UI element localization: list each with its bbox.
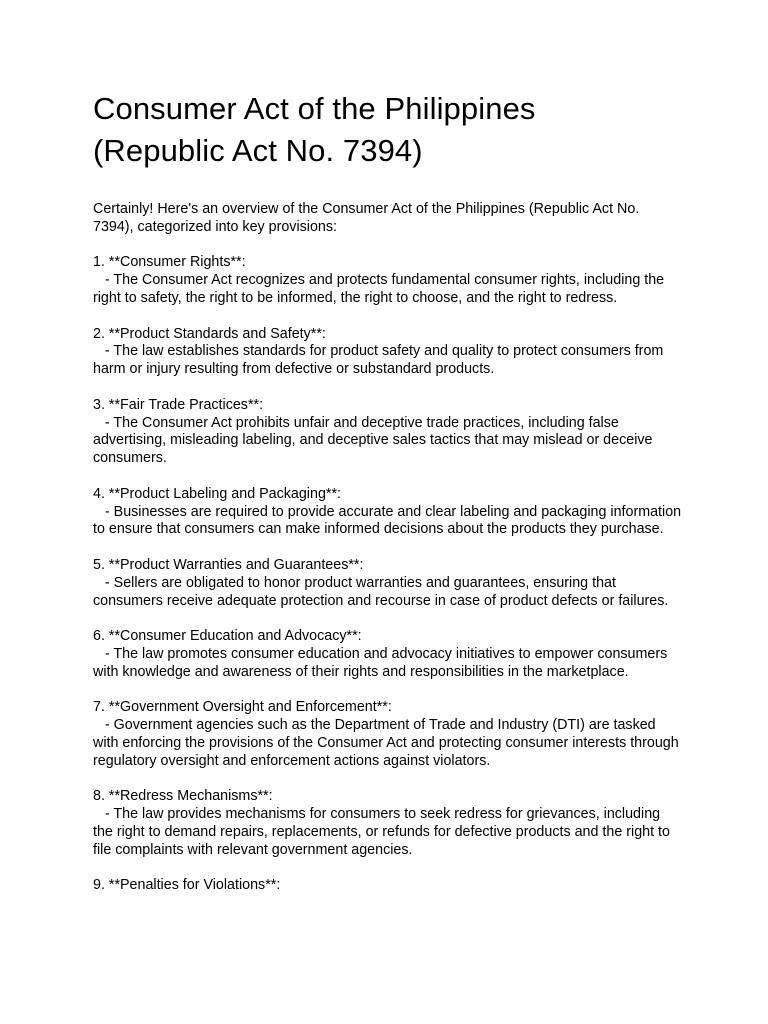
section-education-advocacy [93,628,683,681]
section-redress [93,788,683,859]
section-heading: 5. **Product Warranties and Guarantees**: [93,556,364,573]
section-body: - Businesses are required to provide accurate and clear labeling and packaging information to ensure that consumers can make informed decisions about the products they purchase. [93,503,686,538]
section-government-oversight [93,699,683,770]
section-heading: 9. **Penalties for Violations**: [93,877,281,894]
section-body: - Sellers are obligated to honor product warranties and guarantees, ensuring that consumers receive adequate protection and recourse in case of product defects or failures. [93,574,669,609]
section-body: - The Consumer Act recognizes and protects fundamental consumer rights, including the right to safety, the right to be informed, the right to choose, and the right to redress. [93,272,669,306]
section-heading: 8. **Redress Mechanisms**: [93,788,273,805]
section-heading: 6. **Consumer Education and Advocacy**: [93,628,362,645]
section-consumer-rights [93,254,683,307]
page-title [93,88,683,172]
section-body: - The law promotes consumer education and advocacy initiatives to empower consumers with knowledge and awareness of their rights and responsibilities in the marketplace. [93,645,672,680]
section-penalties [93,877,683,895]
section-warranties [93,557,683,610]
section-labeling-packaging [93,485,686,539]
section-heading: 4. **Product Labeling and Packaging**: [93,485,341,502]
section-body: - The law provides mechanisms for consumers to seek redress for grievances, including the right to demand repairs, replacements, or refunds for defective products and the right to file complaints with relevant government agencies. [93,806,674,858]
document-page [93,88,686,895]
title-line-2: (Republic Act No. 7394) [93,133,423,168]
section-heading: 2. **Product Standards and Safety**: [93,325,326,342]
section-heading: 7. **Government Oversight and Enforcement**: [93,699,392,716]
section-heading: 1. **Consumer Rights**: [93,254,246,271]
section-body: - The Consumer Act prohibits unfair and deceptive trade practices, including false advertising, misleading labeling, and deceptive sales tactics that may mislead or deceive consumers. [93,414,657,467]
section-heading: 3. **Fair Trade Practices**: [93,396,264,413]
title-line-1: Consumer Act of the Philippines [93,91,536,126]
section-fair-trade [93,397,683,468]
section-body: - Government agencies such as the Department of Trade and Industry (DTI) are tasked with enforcing the provisions of the Consumer Act and protecting consumer interests through regulatory oversight and enforcement actions against violators. [93,717,683,769]
section-body: - The law establishes standards for product safety and quality to protect consumers from harm or injury resulting from defective or substandard products. [93,343,668,378]
intro-paragraph: Certainly! Here's an overview of the Consumer Act of the Philippines (Republic Act No. 7394), categorized into key provisions: [93,201,640,235]
section-product-standards [93,326,683,379]
